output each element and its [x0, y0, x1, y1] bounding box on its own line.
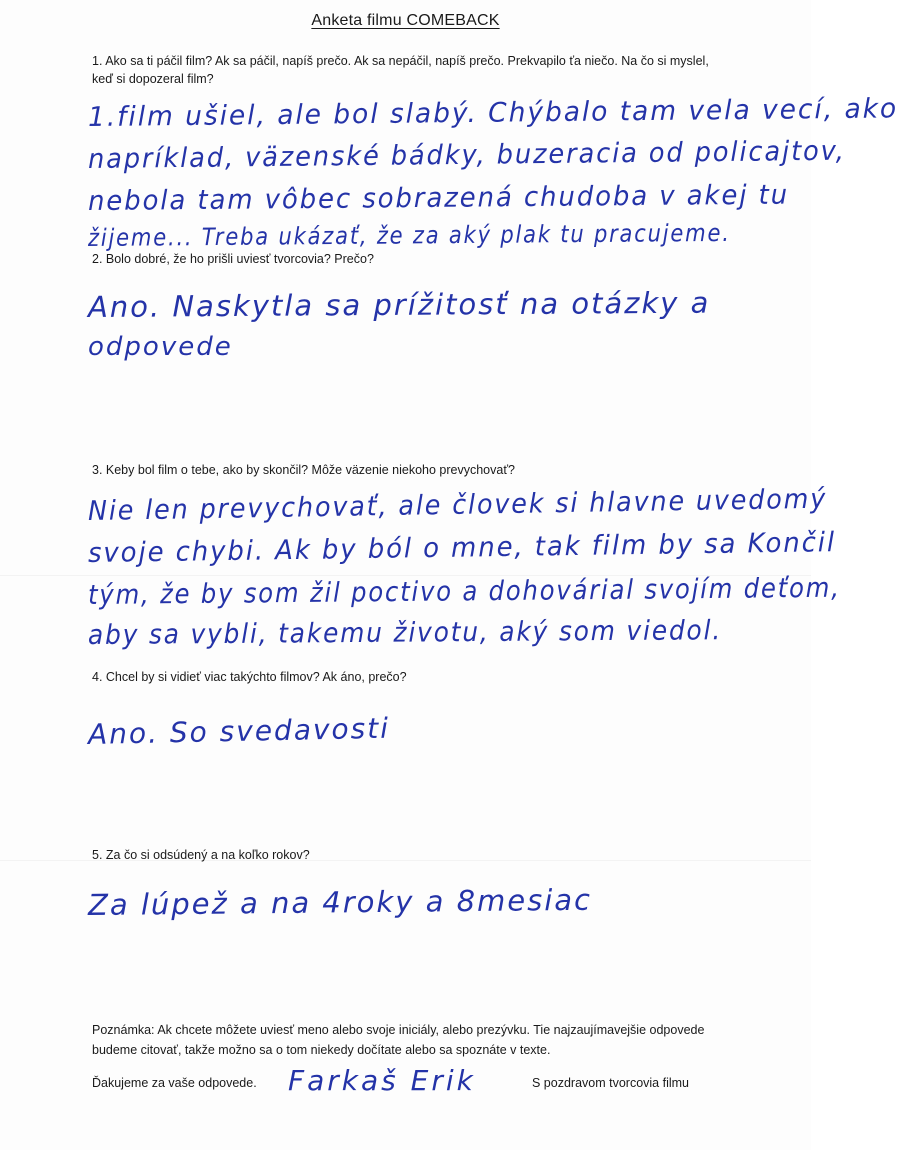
survey-title: Anketa filmu COMEBACK [311, 12, 500, 29]
answer-1-line-2: napríklad, väzenské bádky, buzeracia od policajtov, [87, 135, 846, 175]
answer-3-line-1: Nie len prevychovať, ale človek si hlavne uvedomý [87, 483, 828, 527]
question-5: 5. Za čo si odsúdený a na koľko rokov? [92, 848, 310, 862]
question-1: 1. Ako sa ti páčil film? Ak sa páčil, napíš prečo. Ak sa nepáčil, napíš prečo. Prekvapilo ťa niečo. Na čo si myslel, keď si dopozeral film? [92, 54, 709, 86]
answer-1-line-3: nebola tam vôbec sobrazená chudoba v akej tu [87, 179, 790, 217]
question-2: 2. Bolo dobré, že ho prišli uviesť tvorcovia? Prečo? [92, 252, 374, 266]
answer-2-line-2: odpovede [88, 332, 233, 362]
answer-1-line-1: 1.film ušiel, ale bol slabý. Chýbalo tam vela vecí, ako [87, 93, 898, 133]
footer-note: Poznámka: Ak chcete môžete uviesť meno alebo svoje iniciály, alebo prezývku. Tie najzaujímavejšie odpovede budeme citovať, takže možno sa o tom niekedy dočítate alebo sa spoznáte v texte. [92, 1023, 705, 1057]
closing-text: S pozdravom tvorcovia filmu [532, 1076, 690, 1090]
answer-4-line-1: Ano. So svedavosti [87, 711, 391, 751]
thanks-text: Ďakujeme za vaše odpovede. [92, 1076, 257, 1090]
answer-3-line-2: svoje chybi. Ak by ból o mne, tak film by sa Končil [87, 527, 837, 569]
answer-3-line-4: aby sa vybli, takemu životu, aký som viedol. [87, 615, 723, 651]
answer-3-line-3: tým, že by som žil poctivo a dohovárial svojím deťom, [87, 572, 841, 611]
answer-5-line-1: Za lúpež a na 4roky a 8mesiac [87, 882, 593, 922]
answer-2-line-1: Ano. Naskytla sa prížitosť na otázky a [87, 285, 711, 324]
handwritten-signature: Farkaš Erik [288, 1064, 476, 1097]
question-3: 3. Keby bol film o tebe, ako by skončil? Môže väzenie niekoho prevychovať? [92, 463, 515, 477]
answer-1-line-4: žijeme... Treba ukázať, že za aký plak tu pracujeme. [87, 218, 731, 252]
question-4: 4. Chcel by si vidieť viac takýchto filmov? Ak áno, prečo? [92, 670, 407, 684]
